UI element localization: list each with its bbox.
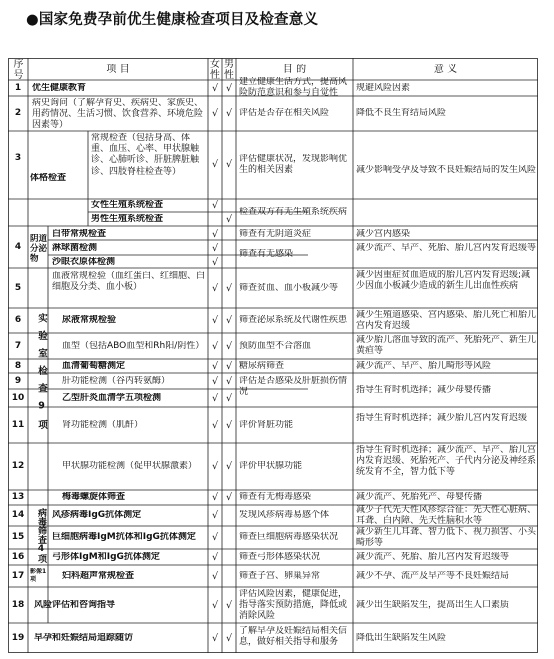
item-label: 男性生殖系统检查 bbox=[91, 214, 164, 224]
row-no: 6 bbox=[14, 315, 22, 325]
female-check: √ bbox=[211, 600, 219, 611]
female-check: √ bbox=[211, 257, 219, 268]
side-group-pathogen: 病毒筛查4项 bbox=[36, 508, 46, 563]
row-no: 9 bbox=[14, 376, 22, 386]
row-no: 16 bbox=[11, 552, 25, 562]
male-check: √ bbox=[225, 492, 233, 503]
male-check: √ bbox=[225, 461, 233, 472]
meaning-text: 减少流产、早产、死胎、胎儿宫内发育迟缓等 bbox=[356, 243, 536, 253]
item-label: 白带常规检查 bbox=[52, 229, 107, 239]
meaning-text: 降低出生缺陷发生风险 bbox=[356, 633, 447, 643]
male-check: √ bbox=[225, 393, 233, 404]
meaning-text: 降低不良生育结局风险 bbox=[356, 108, 447, 118]
row-no: 3 bbox=[14, 153, 22, 163]
meaning-text: 减少流产、死胎、胎儿宫内发育迟缓等 bbox=[356, 552, 510, 562]
female-check: √ bbox=[211, 283, 219, 294]
row-no: 5 bbox=[14, 283, 22, 293]
purpose-text: 了解早孕及妊娠结局相关信息，做好相关指导和服务 bbox=[239, 626, 348, 648]
purpose-text: 建立健康生活方式，提高风险防范意识和参与自觉性 bbox=[239, 77, 348, 99]
header-no: 序号 bbox=[13, 59, 24, 82]
female-check: √ bbox=[211, 315, 219, 326]
purpose-text: 评估健康状况，发现影响优生的相关因素 bbox=[239, 154, 348, 176]
group-label: 体格检查 bbox=[30, 173, 67, 183]
meaning-text: 减少宫内感染 bbox=[356, 229, 411, 239]
meaning-text: 指导生育时机选择；减少流产、早产、胎儿宫内发育迟缓、死胎死产、子代内分泌及神经系统发育不全，智力低下等 bbox=[356, 445, 536, 478]
purpose-text: 筛查子宫、卵巢异常 bbox=[239, 571, 321, 581]
meaning-text: 减少新生儿耳聋、智力低下、视力损害、小头畸形等 bbox=[356, 527, 536, 549]
item-label: 血型（包括ABO血型和Rh阳/阴性） bbox=[62, 341, 205, 351]
female-check: √ bbox=[211, 108, 219, 119]
female-check: √ bbox=[211, 420, 219, 431]
male-check: √ bbox=[225, 315, 233, 326]
female-check: √ bbox=[211, 341, 219, 352]
female-check: √ bbox=[211, 492, 219, 503]
item-label: 早孕和妊娠结局追踪随访 bbox=[34, 633, 134, 643]
purpose-text: 评估风险因素，健康促进，指导落实预防措施，降低或消除风险 bbox=[239, 589, 348, 622]
male-check: √ bbox=[225, 376, 233, 387]
side-group-lab: 实验室检查9项 bbox=[36, 313, 47, 437]
female-check: √ bbox=[211, 200, 219, 211]
male-check: √ bbox=[225, 283, 233, 294]
male-check: √ bbox=[225, 341, 233, 352]
female-check: √ bbox=[211, 633, 219, 644]
female-check: √ bbox=[211, 159, 219, 170]
header-female: 女性 bbox=[210, 59, 220, 82]
female-check: √ bbox=[211, 83, 219, 94]
female-check: √ bbox=[211, 510, 219, 521]
purpose-text: 筛查泌尿系统及代谢性疾患 bbox=[239, 315, 348, 325]
row-no: 10 bbox=[11, 393, 25, 403]
header-meaning: 意 义 bbox=[433, 64, 458, 75]
purpose-text: 筛查弓形体感染状况 bbox=[239, 552, 321, 562]
row-no: 4 bbox=[14, 242, 22, 252]
item-label: 血液常规检验（血红蛋白、红细胞、白细胞及分类、血小板） bbox=[52, 271, 206, 293]
item-label: 梅毒螺旋体筛查 bbox=[62, 492, 126, 502]
female-check: √ bbox=[211, 376, 219, 387]
group-label: 影像1项 bbox=[30, 568, 47, 583]
female-check: √ bbox=[211, 229, 219, 240]
female-check: √ bbox=[211, 393, 219, 404]
meaning-text: 减少胎儿溶血导致的流产、死胎死产、新生儿黄疸等 bbox=[356, 335, 536, 357]
purpose-text: 糖尿病筛查 bbox=[239, 361, 285, 371]
male-check: √ bbox=[225, 214, 233, 225]
row-no: 11 bbox=[11, 420, 25, 430]
item-label: 女性生殖系统检查 bbox=[91, 200, 164, 210]
row-no: 8 bbox=[14, 361, 22, 371]
female-check: √ bbox=[211, 361, 219, 372]
purpose-text: 评价肾脏功能 bbox=[239, 420, 294, 430]
purpose-text: 发现风疹病毒易感个体 bbox=[239, 510, 330, 520]
item-label: 尿液常规检验 bbox=[62, 315, 117, 325]
item-label: 风险评估和咨询指导 bbox=[34, 600, 116, 610]
purpose-text: 筛查巨细胞病毒感染状况 bbox=[239, 532, 339, 542]
female-check: √ bbox=[211, 552, 219, 563]
item-label: 肝功能检测（谷丙转氨酶） bbox=[62, 376, 171, 386]
header-male: 男性 bbox=[224, 59, 234, 82]
item-label: 风疹病毒IgG抗体测定 bbox=[52, 510, 142, 520]
item-label: 巨细胞病毒IgM抗体和IgG抗体测定 bbox=[52, 532, 196, 542]
purpose-text: 筛查贫血、血小板减少等 bbox=[239, 283, 339, 293]
purpose-text: 评估是否感染及肝脏损伤情况 bbox=[239, 376, 348, 398]
item-label: 乙型肝炎血清学五项检测 bbox=[62, 393, 162, 403]
meaning-text: 规避风险因素 bbox=[356, 83, 411, 93]
meaning-text: 减少影响受孕及导致不良妊娠结局的发生风险 bbox=[356, 165, 536, 175]
page-title: ●国家免费孕前优生健康检查项目及检查意义 bbox=[26, 12, 319, 28]
female-check: √ bbox=[211, 571, 219, 582]
male-check: √ bbox=[225, 361, 233, 372]
purpose-text: 筛查有无阴道炎症 bbox=[239, 229, 312, 239]
header-item: 项 目 bbox=[106, 64, 130, 75]
row-no: 12 bbox=[11, 461, 25, 471]
purpose-text: 预防血型不合溶血 bbox=[239, 341, 312, 351]
item-label: 肾功能检测（肌酐） bbox=[62, 420, 144, 430]
row-no: 14 bbox=[11, 510, 25, 520]
item-label: 妇科超声常规检查 bbox=[62, 571, 135, 581]
group-label: 阴道分泌物 bbox=[30, 234, 48, 264]
row-no: 17 bbox=[11, 571, 25, 581]
purpose-text: 检查双方有无生殖系统疾病 bbox=[239, 207, 348, 217]
male-check: √ bbox=[225, 83, 233, 94]
female-check: √ bbox=[211, 532, 219, 543]
exam-table bbox=[8, 58, 538, 653]
row-no: 13 bbox=[11, 492, 25, 502]
male-check: √ bbox=[225, 108, 233, 119]
meaning-text: 减少流产、死胎死产、母婴传播 bbox=[356, 492, 483, 502]
meaning-text: 减少子代先天性风疹综合征：先天性心脏病、耳聋、白内障、先天性脑积水等 bbox=[356, 505, 536, 526]
row-no: 1 bbox=[14, 83, 22, 93]
female-check: √ bbox=[211, 243, 219, 254]
purpose-text: 筛查有无梅毒感染 bbox=[239, 492, 312, 502]
meaning-text: 减少因重症贫血造成的胎儿宫内发育迟缓;减少因血小板减少造成的新生儿出血性疾病 bbox=[356, 270, 531, 292]
female-check: √ bbox=[211, 461, 219, 472]
meaning-text: 减少生殖道感染、宫内感染、胎儿死亡和胎儿宫内发育迟缓 bbox=[356, 310, 536, 332]
row-no: 18 bbox=[11, 600, 25, 610]
item-label: 沙眼衣原体检测 bbox=[52, 257, 116, 267]
item-label: 血清葡萄糖测定 bbox=[62, 361, 126, 371]
header-purpose: 目 的 bbox=[282, 64, 307, 75]
meaning-text: 减少出生缺陷发生，提高出生人口素质 bbox=[356, 600, 510, 610]
purpose-text: 评估是否存在相关风险 bbox=[239, 108, 330, 118]
meaning-text: 指导生育时机选择；减少胎儿宫内发育迟缓 bbox=[356, 413, 528, 423]
row-no: 19 bbox=[11, 633, 25, 643]
meaning-text: 减少流产、早产、胎儿畸形等风险 bbox=[356, 361, 492, 371]
item-label: 淋球菌检测 bbox=[52, 243, 98, 253]
male-check: √ bbox=[225, 633, 233, 644]
purpose-text: 评价甲状腺功能 bbox=[239, 461, 303, 471]
item-label: 甲状腺功能检测（促甲状腺激素） bbox=[62, 461, 198, 471]
meaning-text: 指导生育时机选择；减少母婴传播 bbox=[356, 385, 492, 395]
row-no: 7 bbox=[14, 341, 22, 351]
row-no: 15 bbox=[11, 532, 25, 542]
row-no: 2 bbox=[14, 108, 22, 118]
item-label: 病史询问（了解孕育史、疾病史、家族史、用药情况、生活习惯、饮食营养、环境危险因素等） bbox=[32, 98, 204, 131]
item-label: 优生健康教育 bbox=[32, 83, 87, 93]
item-label: 弓形体IgM和IgG抗体测定 bbox=[52, 552, 160, 562]
male-check: √ bbox=[225, 600, 233, 611]
male-check: √ bbox=[225, 420, 233, 431]
meaning-text: 减少不孕、流产及早产等不良妊娠结局 bbox=[356, 571, 510, 581]
item-label: 常规检查（包括身高、体重、血压、心率、甲状腺触诊、心肺听诊、肝脏脾脏触诊、四肢脊柱检查等） bbox=[91, 133, 200, 177]
male-check: √ bbox=[225, 159, 233, 170]
purpose-text: 筛查有无感染 bbox=[239, 249, 294, 259]
